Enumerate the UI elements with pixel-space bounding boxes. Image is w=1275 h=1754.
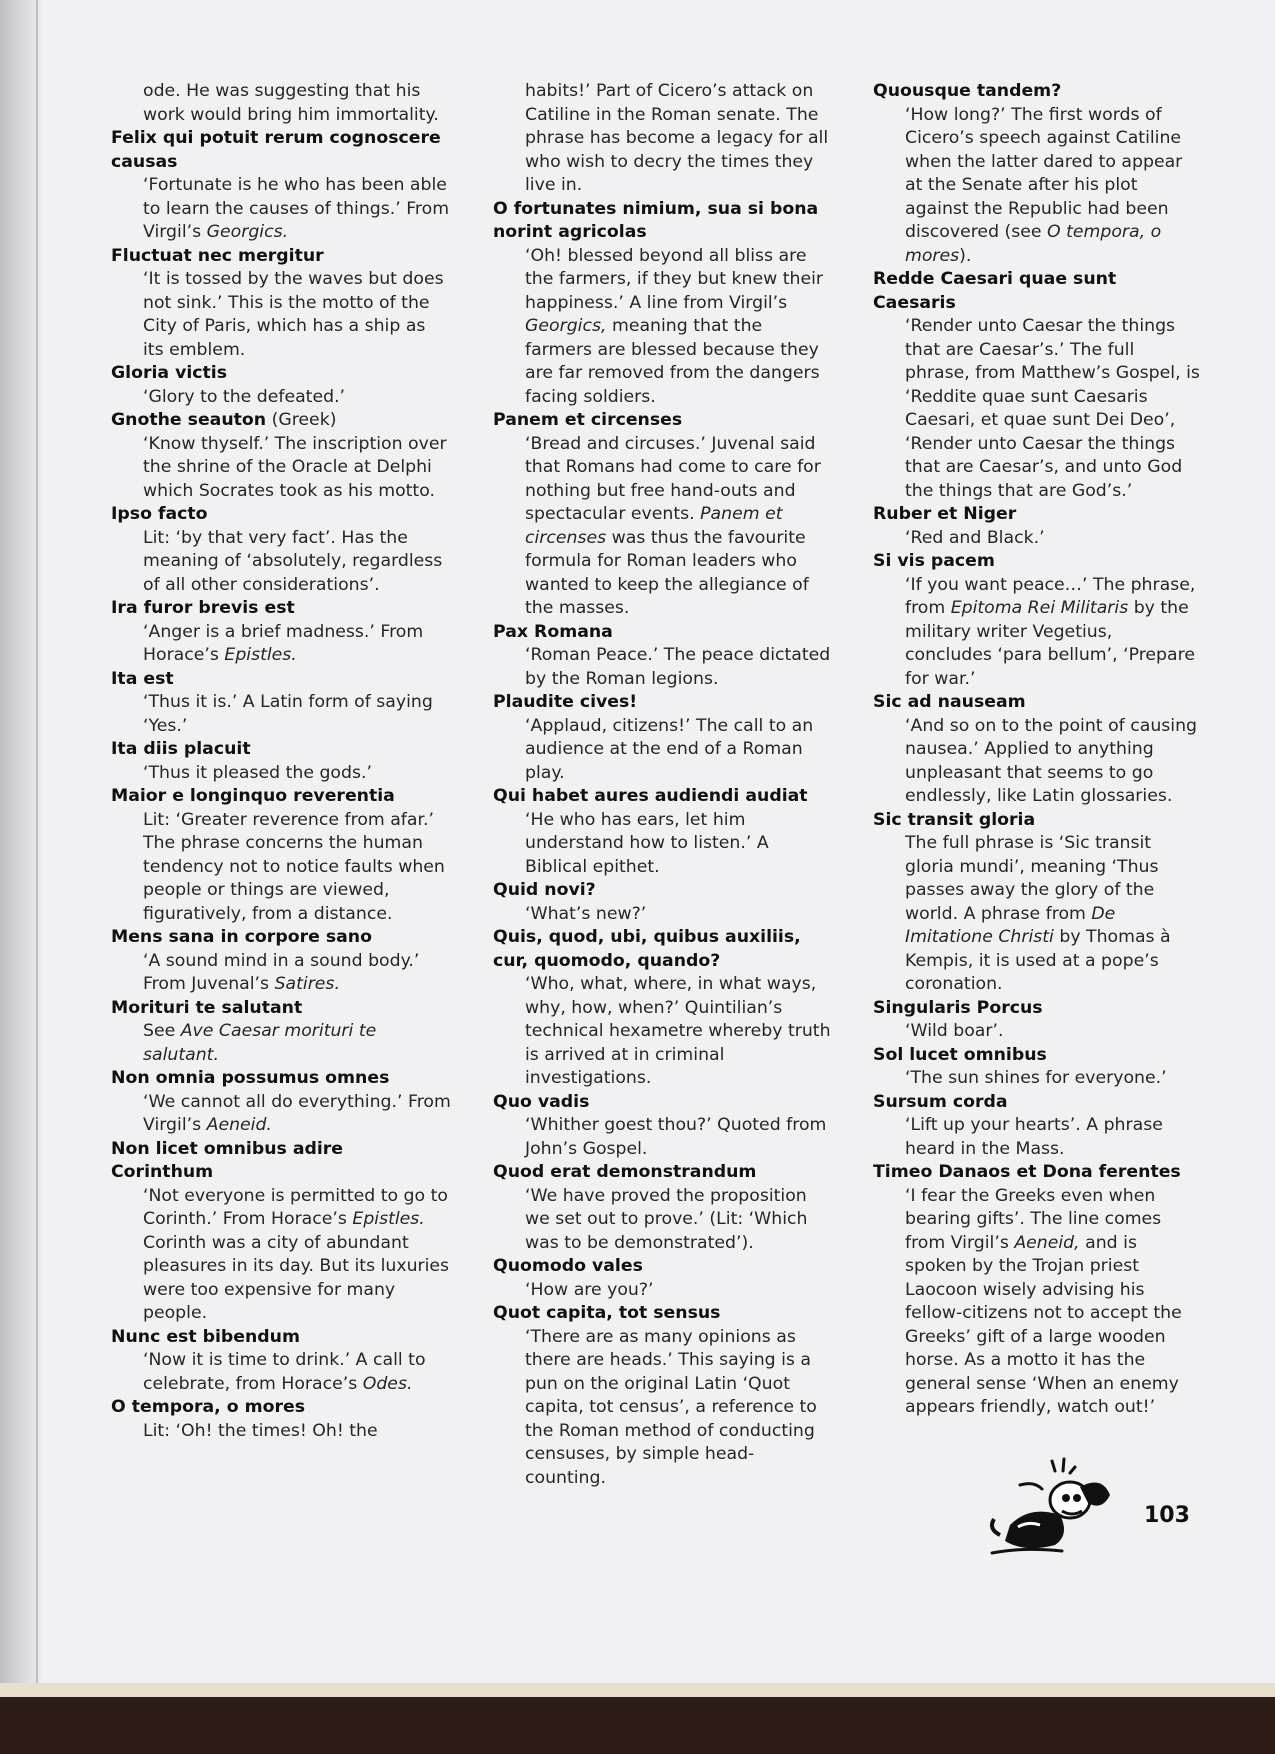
glossary-entry — [111, 597, 451, 668]
definition-text: ‘We have proved the proposition we set out to prove.’ (Lit: ‘Which was to be demonstrated’). — [525, 1185, 808, 1253]
entry-headword-line — [111, 1067, 451, 1091]
glossary-entry — [493, 621, 833, 692]
definition-text: ‘And so on to the point of causing nausea.’ Applied to anything unpleasant that seems to go endlessly, like Latin glossaries. — [905, 715, 1198, 806]
entry-headword: Sic ad nauseam — [873, 692, 1026, 712]
glossary-entry — [111, 503, 451, 597]
definition-text: ‘There are as many opinions as there are heads.’ This saying is a pun on the original Latin ‘Quot capita, tot census’, a reference to the Roman method of conducting censuses, by simple head-counting. — [525, 1326, 817, 1488]
entry-headword-line — [873, 503, 1203, 527]
entry-headword-line — [111, 738, 451, 762]
definition-text: ‘Oh! blessed beyond all bliss are the farmers, if they but knew their happiness.’ A line from Virgil’s — [525, 245, 824, 313]
glossary-entry — [111, 1396, 451, 1443]
glossary-entry — [873, 268, 1203, 503]
glossary-entry — [873, 503, 1203, 550]
entry-headword-line — [111, 409, 451, 433]
entry-headword-line — [873, 1044, 1203, 1068]
italic-title: Georgics, — [525, 316, 607, 336]
entry-definition — [111, 1020, 451, 1067]
entry-headword: Ipso facto — [111, 504, 208, 524]
continued-text: habits!’ Part of Cicero’s attack on Catiline in the Roman senate. The phrase has become a legacy for all who wish to decry the times they live in. — [525, 81, 829, 195]
entry-definition — [873, 104, 1203, 269]
entry-headword: Si vis pacem — [873, 551, 995, 571]
glossary-entry — [873, 550, 1203, 691]
glossary-entry — [873, 80, 1203, 268]
italic-title: O tempora, o mores — [905, 222, 1162, 266]
dog-cartoon-icon — [980, 1455, 1130, 1560]
entry-headword: Gloria victis — [111, 363, 228, 383]
entry-headword-line — [111, 127, 451, 174]
entry-definition — [873, 715, 1203, 809]
definition-text: ‘Whither goest thou?’ Quoted from John’s Gospel. — [525, 1115, 827, 1159]
entry-definition — [111, 527, 451, 598]
glossary-entry — [873, 997, 1203, 1044]
definition-text: ‘How long?’ The first words of Cicero’s speech against Catiline when the latter dared to appear at the Senate after his plot against the Republic had been discovered (see — [905, 104, 1183, 242]
definition-text: ‘Bread and circuses.’ Juvenal said that Romans had come to care for nothing but free hand-outs and spectacular events. — [525, 433, 821, 524]
entry-headword: Redde Caesari quae sunt Caesaris — [873, 269, 1117, 313]
definition-text-continued: by Thomas à Kempis, it is used at a pope’s coronation. — [905, 927, 1171, 994]
entry-headword-line — [493, 409, 833, 433]
entry-definition — [111, 1349, 451, 1396]
definition-text: ‘Now it is time to drink.’ A call to celebrate, from Horace’s — [143, 1350, 426, 1394]
entry-headword-line — [873, 80, 1203, 104]
entry-headword: Timeo Danaos et Dona ferentes — [873, 1162, 1181, 1182]
glossary-entry — [873, 1044, 1203, 1091]
glossary-entry — [493, 879, 833, 926]
glossary-entry — [111, 738, 451, 785]
entry-headword: Ita est — [111, 668, 174, 689]
definition-text: ‘It is tossed by the waves but does not sink.’ This is the motto of the City of Paris, which has a ship as its emblem. — [143, 269, 444, 360]
definition-text: ‘Not everyone is permitted to go to Corinth.’ From Horace’s — [143, 1185, 448, 1229]
entry-definition — [873, 1114, 1203, 1161]
entry-headword-line — [873, 1091, 1203, 1115]
entry-headword-line — [111, 597, 451, 621]
definition-text: ‘Applaud, citizens!’ The call to an audience at the end of a Roman play. — [525, 715, 814, 783]
entry-headword: Sol lucet omnibus — [873, 1044, 1047, 1065]
entry-headword: Sic transit gloria — [873, 809, 1036, 830]
entry-definition — [493, 1185, 833, 1256]
entry-definition — [873, 1067, 1203, 1091]
entry-headword-line — [873, 691, 1203, 715]
italic-title: Aeneid. — [206, 1115, 272, 1135]
entry-headword-line — [873, 809, 1203, 833]
definition-text: ‘Fortunate is he who has been able to learn the causes of things.’ From Virgil’s — [143, 175, 450, 242]
entry-headword-line — [111, 926, 451, 950]
entry-headword: Quomodo vales — [493, 1256, 643, 1276]
definition-text: ‘If you want peace…’ The phrase, from — [905, 574, 1196, 618]
definition-text: Lit: ‘Greater reverence from afar.’ The phrase concerns the human tendency not to notice faults when people or things are viewed, figuratively, from a distance. — [143, 809, 445, 924]
definition-text: The full phrase is ‘Sic transit gloria mundi’, meaning ‘Thus passes away the glory of the world. A phrase from — [905, 833, 1159, 924]
entry-headword: Felix qui potuit rerum cognoscere causas — [111, 128, 441, 172]
entry-headword: Quot capita, tot sensus — [493, 1303, 721, 1323]
entry-definition — [111, 268, 451, 362]
entry-headword-line — [873, 997, 1203, 1021]
page-bottom-edge — [0, 1683, 1275, 1697]
column-2 — [493, 80, 833, 1490]
continued-text: ode. He was suggesting that his work would bring him immortality. — [143, 81, 439, 125]
entry-headword: Nunc est bibendum — [111, 1326, 300, 1347]
glossary-entry — [111, 997, 451, 1068]
entry-definition — [493, 1279, 833, 1303]
entry-headword-line — [111, 362, 451, 386]
italic-title: Satires. — [274, 974, 340, 994]
entry-definition — [111, 762, 451, 786]
entry-definition — [493, 973, 833, 1091]
entry-headword: Quo vadis — [493, 1091, 590, 1112]
glossary-entry — [111, 668, 451, 739]
definition-text-continued: ). — [959, 245, 972, 266]
entry-headword: Quod erat demonstrandum — [493, 1162, 757, 1182]
glossary-entry — [111, 1067, 451, 1138]
entry-headword-line — [493, 691, 833, 715]
entry-headword: Qui habet aures audiendi audiat — [493, 786, 808, 806]
glossary-entry — [873, 809, 1203, 997]
entry-headword-line — [873, 550, 1203, 574]
glossary-entry — [111, 362, 451, 409]
entry-headword-line — [111, 503, 451, 527]
definition-text: ‘Who, what, where, in what ways, why, how, when?’ Quintilian’s technical hexametre whereby truth is arrived at in criminal investigations. — [525, 974, 831, 1088]
glossary-entry — [111, 1326, 451, 1397]
definition-text: ‘A sound mind in a sound body.’ From Juvenal’s — [143, 950, 420, 994]
definition-text: ‘Know thyself.’ The inscription over the shrine of the Oracle at Delphi which Socrates took as his motto. — [143, 433, 447, 501]
entry-headword: Ira furor brevis est — [111, 598, 295, 618]
entry-definition — [873, 832, 1203, 997]
entry-definition — [493, 245, 833, 410]
italic-title: Epistles. — [352, 1209, 425, 1229]
entry-headword: Non omnia possumus omnes — [111, 1068, 390, 1088]
definition-text: ‘How are you?’ — [525, 1279, 654, 1300]
italic-title: Epistles. — [224, 645, 297, 665]
entry-headword: Ita diis placuit — [111, 739, 251, 759]
entry-definition — [873, 527, 1203, 551]
entry-headword: Quousque tandem? — [873, 81, 1062, 101]
definition-text-continued: by the military writer Vegetius, concludes ‘para bellum’, ‘Prepare for war.’ — [905, 598, 1195, 689]
entry-headword-line — [493, 1255, 833, 1279]
glossary-entry — [111, 409, 451, 503]
entry-headword-line — [493, 1091, 833, 1115]
entry-definition — [111, 433, 451, 504]
entry-definition — [873, 315, 1203, 503]
book-cover-edge — [0, 1697, 1275, 1754]
glossary-entry — [493, 198, 833, 410]
entry-headword-line — [111, 1326, 451, 1350]
glossary-entry — [493, 1255, 833, 1302]
entry-headword: Panem et circenses — [493, 410, 683, 430]
glossary-entry — [111, 926, 451, 997]
entry-headword: Ruber et Niger — [873, 504, 1017, 524]
column-3 — [873, 80, 1203, 1420]
entry-language-note: (Greek) — [266, 410, 337, 430]
entry-definition — [873, 574, 1203, 692]
entry-definition — [493, 433, 833, 621]
entry-headword-line — [873, 1161, 1203, 1185]
entry-headword-line — [493, 926, 833, 973]
column-1 — [111, 80, 451, 1443]
definition-text-continued: Corinth was a city of abundant pleasures in its day. But its luxuries were too expensive for many people. — [143, 1232, 450, 1323]
entry-definition — [111, 621, 451, 668]
entry-headword-line — [873, 268, 1203, 315]
italic-title: Panem et circenses — [525, 504, 783, 548]
glossary-entry — [873, 1091, 1203, 1162]
glossary-entry — [111, 785, 451, 926]
spine-crease — [36, 0, 38, 1683]
entry-definition — [493, 809, 833, 880]
entry-definition — [873, 1185, 1203, 1420]
italic-title: Epitoma Rei Militaris — [950, 598, 1129, 618]
glossary-entry — [493, 785, 833, 879]
entry-headword: Morituri te salutant — [111, 997, 303, 1018]
entry-headword: Pax Romana — [493, 621, 613, 642]
definition-text: ‘Red and Black.’ — [905, 527, 1045, 548]
entry-headword-line — [111, 997, 451, 1021]
entry-headword-line — [111, 1138, 451, 1185]
definition-text: ‘Lift up your hearts’. A phrase heard in the Mass. — [905, 1115, 1163, 1159]
definition-text: Lit: ‘by that very fact’. Has the meaning of ‘absolutely, regardless of all other considerations’. — [143, 527, 443, 595]
glossary-entry — [111, 127, 451, 245]
entry-definition — [111, 174, 451, 245]
definition-text: ‘Render unto Caesar the things that are Caesar’s.’ The full phrase, from Matthew’s Gospel, is ‘Reddite quae sunt Caesaris Caesari, et quae sunt Dei Deo’, ‘Render unto Caesar the things that are Caesar’s, and unto God the things that are God’s.’ — [905, 316, 1200, 501]
italic-title: Aeneid, — [1014, 1232, 1080, 1253]
entry-definition — [111, 1091, 451, 1138]
entry-definition — [111, 1420, 451, 1444]
glossary-entry — [493, 1161, 833, 1255]
entry-headword: Mens sana in corpore sano — [111, 927, 372, 947]
page-number: 103 — [1144, 1503, 1190, 1528]
entry-headword-line — [111, 785, 451, 809]
entry-definition — [111, 950, 451, 997]
entry-definition — [111, 691, 451, 738]
definition-text: ‘Roman Peace.’ The peace dictated by the Roman legions. — [525, 645, 831, 689]
definition-text: ‘I fear the Greeks even when bearing gifts’. The line comes from Virgil’s — [905, 1185, 1162, 1253]
glossary-entry — [873, 691, 1203, 809]
entry-definition — [493, 1114, 833, 1161]
entry-definition — [493, 1326, 833, 1491]
definition-text: ‘The sun shines for everyone.’ — [905, 1068, 1167, 1088]
entry-headword: Plaudite cives! — [493, 692, 638, 712]
entry-definition — [111, 1185, 451, 1326]
glossary-entry — [493, 691, 833, 785]
entry-definition — [493, 715, 833, 786]
entry-headword: Sursum corda — [873, 1091, 1008, 1112]
entry-headword-line — [111, 1396, 451, 1420]
glossary-entry — [111, 1138, 451, 1326]
definition-text: ‘We cannot all do everything.’ From Virgil’s — [143, 1091, 451, 1135]
entry-headword: Gnothe seauton — [111, 410, 267, 430]
definition-text: ‘Thus it is.’ A Latin form of saying ‘Yes.’ — [143, 692, 433, 736]
italic-title: Georgics. — [206, 222, 289, 242]
italic-title: De Imitatione Christi — [905, 903, 1116, 947]
definition-text: ‘He who has ears, let him understand how to listen.’ A Biblical epithet. — [525, 809, 769, 877]
entry-headword: Quis, quod, ubi, quibus auxiliis, cur, quomodo, quando? — [493, 927, 801, 971]
definition-text: ‘Wild boar’. — [905, 1021, 1004, 1041]
entry-definition — [873, 1020, 1203, 1044]
entry-headword: O tempora, o mores — [111, 1397, 306, 1417]
entry-headword-line — [493, 1161, 833, 1185]
definition-text: ‘What’s new?’ — [525, 903, 647, 924]
entry-headword-line — [493, 1302, 833, 1326]
entry-headword: Quid novi? — [493, 880, 596, 900]
definition-text: ‘Glory to the defeated.’ — [143, 386, 346, 407]
definition-text-continued: meaning that the farmers are blessed because they are far removed from the dangers facing soldiers. — [525, 316, 820, 407]
definition-text: Lit: ‘Oh! the times! Oh! the — [143, 1420, 378, 1441]
entry-headword-line — [111, 668, 451, 692]
glossary-entry — [493, 1091, 833, 1162]
entry-headword-line — [493, 785, 833, 809]
entry-definition — [111, 386, 451, 410]
entry-headword-line — [493, 879, 833, 903]
glossary-entry — [493, 1302, 833, 1490]
glossary-entry — [111, 245, 451, 363]
entry-headword-line — [493, 621, 833, 645]
entry-headword-line — [111, 245, 451, 269]
italic-title: Odes. — [362, 1373, 413, 1394]
entry-headword: O fortunates nimium, sua si bona norint agricolas — [493, 198, 819, 242]
italic-title: Ave Caesar morituri te salutant. — [143, 1021, 377, 1065]
entry-headword: Non licet omnibus adire Corinthum — [111, 1138, 344, 1182]
entry-definition — [111, 809, 451, 927]
glossary-entry — [493, 409, 833, 621]
glossary-entry — [493, 926, 833, 1091]
entry-headword: Fluctuat nec mergitur — [111, 245, 324, 266]
entry-headword: Singularis Porcus — [873, 997, 1043, 1018]
definition-text-continued: was thus the favourite formula for Roman leaders who wanted to keep the allegiance of the masses. — [525, 527, 809, 618]
definition-text: ‘Thus it pleased the gods.’ — [143, 762, 372, 783]
entry-definition — [493, 903, 833, 927]
entry-headword: Maior e longinquo reverentia — [111, 786, 395, 806]
entry-definition — [493, 644, 833, 691]
definition-text-continued: and is spoken by the Trojan priest Laocoon wisely advising his fellow-citizens not to accept the Greeks’ gift of a large wooden horse. As a motto it has the general sense ‘When an enemy appears friendly, watch out!’ — [905, 1232, 1182, 1417]
definition-text: ‘Anger is a brief madness.’ From Horace’s — [143, 621, 424, 665]
glossary-entry — [873, 1161, 1203, 1420]
entry-headword-line — [493, 198, 833, 245]
definition-text: See — [143, 1021, 176, 1041]
